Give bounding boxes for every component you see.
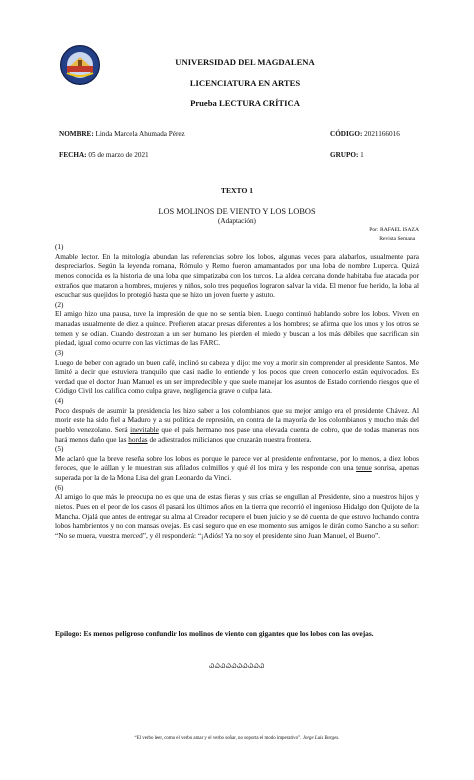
footer-quote — [0, 736, 474, 741]
paragraph-number: (2) — [55, 300, 64, 309]
ornament-divider: ᏇᏇᏇᏇᏇᏇᏇᏇᏇᏇ — [209, 664, 265, 670]
paragraph-number: (3) — [55, 348, 64, 357]
date-field — [59, 151, 149, 159]
paragraph-text: Al amigo lo que más le preocupa no es que una de estas fieras y sus crías se engullan al Presidente, sino a nuestros hijos y nietos. Pues en el peor de los casos él pasará los últimos años en la tierra que recorrió el ingenioso Hidalgo don Quijote de la Mancha. Ojalá que antes de entregar su alma al Creador recupere el buen juicio y se dé cuenta de que estuvo luchando contra lobos hambrientos y no con mansas ovejas. Es casi seguro que en ese momento sus amigos le dirán como Sancho a su señor: “No se muera, vuestra merced”, y él responderá: “¡Adiós! Ya no soy el presidente sino Juan Manuel, el Bueno”. — [55, 493, 419, 540]
underlined-word: tenue — [356, 464, 372, 473]
author-name: Por: RAFAEL ISAZA — [369, 227, 419, 233]
paragraph-text: Luego de beber con agrado un buen café, inclinó su cabeza y dijo: me voy a morir sin comprender al presidente Santos. Me limité a decir que estuviera tranquilo que casi nadie lo entiende y los pocos que creen conocerlo están equivocados. Es verdad que el doctor Juan Manuel es un ser impredecible y que suele manejar los asuntos de Estado corriendo riesgos que el Código Civil los califica como culpa grave, negligencia grave o culpa lata. — [55, 358, 419, 396]
grupo-value: 1 — [360, 151, 364, 159]
author-credit — [369, 226, 419, 244]
paragraph-segment: Me aclaró que la breve reseña sobre los lobos es porque le parece ver al presidente enfrentarse, por lo menos, a diez lobos feroces, que le aúllan y le muestran sus afilados colmillos y qué él los mira y les responde con una — [55, 454, 419, 473]
nombre-value: Linda Marcela Ahumada Pérez — [95, 130, 185, 138]
paragraph-segment: sonrisa, apenas superada por la de la Mona Lisa del gran Leonardo da Vinci. — [55, 464, 419, 482]
codigo-label: CÓDIGO: — [330, 130, 363, 138]
program-name: LICENCIATURA EN ARTES — [189, 78, 301, 88]
group-field — [330, 151, 364, 159]
underlined-word: hordas — [128, 435, 148, 444]
fecha-label: FECHA: — [59, 151, 87, 159]
underlined-word: inevitable — [130, 425, 159, 434]
paragraph-segment: de adiestrados milicianos que cruzarán nuestra frontera. — [147, 435, 312, 444]
university-name: UNIVERSIDAD DEL MAGDALENA — [175, 57, 315, 67]
university-logo-icon — [60, 45, 100, 85]
paragraph-number: (6) — [55, 483, 64, 492]
paragraph-segment: que el país hermano nos pase una elevada cuenta de cobro, que de todas maneras nos hará menos daño que las — [55, 425, 419, 444]
exam-name: Prueba LECTURA CRÍTICA — [190, 98, 300, 108]
nombre-label: NOMBRE: — [59, 130, 94, 138]
article-body — [55, 243, 419, 541]
student-code-field — [330, 130, 400, 138]
document-subtitle: (Adaptación) — [218, 217, 256, 225]
student-name-field — [59, 130, 185, 138]
author-source: Revista Semana — [379, 236, 416, 242]
paragraph-text — [55, 407, 419, 446]
paragraph-text: El amigo hizo una pausa, tuve la impresión de que no se sentía bien. Luego continuó hablando sobre los lobos. Viven en manadas usualmente de diez a quince. Prefieren atacar presas diferentes a los hombres; se afirma que los unos y los otros se temen y se odian. Cuando destrozan a un ser humano les pierden el miedo y buscan a los más débiles que sacrifican sin piedad, igual como ocurre con las víctimas de las FARC. — [55, 310, 419, 348]
paragraph-number: (1) — [55, 243, 64, 251]
quote-text: “El verbo leer, como el verbo amar y el verbo soñar, no soporta el modo imperativo”. — [134, 736, 302, 741]
paragraph-segment: Poco después de asumir la presidencia les hizo saber a los colombianos que su mejor amigo era el presidente Chávez. Al morir este ha sido fiel a Maduro y a su política de represión, en contra de la mayoría de los colombianos y mucho más del pueblo venezolano. Será — [55, 406, 419, 434]
document-title: LOS MOLINOS DE VIENTO Y LOS LOBOS — [158, 207, 316, 216]
fecha-value: 05 de marzo de 2021 — [88, 151, 149, 159]
texto-heading: TEXTO 1 — [220, 186, 254, 195]
grupo-label: GRUPO: — [330, 151, 359, 159]
paragraph-number: (4) — [55, 397, 64, 405]
paragraph-text: Amable lector. En la mitología abundan las referencias sobre los lobos, algunas veces para alabarlos, usualmente para despreciarlos. Según la leyenda romana, Rómulo y Remo fueron amamantados por una loba de nombre Luperca. Quizá menos conocida es la historia de una loba que simpatizaba con los turcos. La aldea cercana donde habitaba fue atacada por extraños que mataron a hombres, mujeres y niños, solo tres pequeños lograron salvar la vida. El menor fue herido, la loba al escuchar sus quejidos lo protegió hasta que se hizo un joven fuerte y astuto. — [55, 252, 419, 300]
quote-author: Jorge Luis Borges. — [302, 736, 340, 741]
paragraph-text — [55, 455, 419, 484]
paragraph-number: (5) — [55, 445, 64, 454]
codigo-value: 2021166016 — [364, 130, 400, 138]
epilogue: Epílogo: Es menos peligroso confundir los molinos de viento con gigantes que los lobos con las ovejas. — [55, 629, 374, 638]
